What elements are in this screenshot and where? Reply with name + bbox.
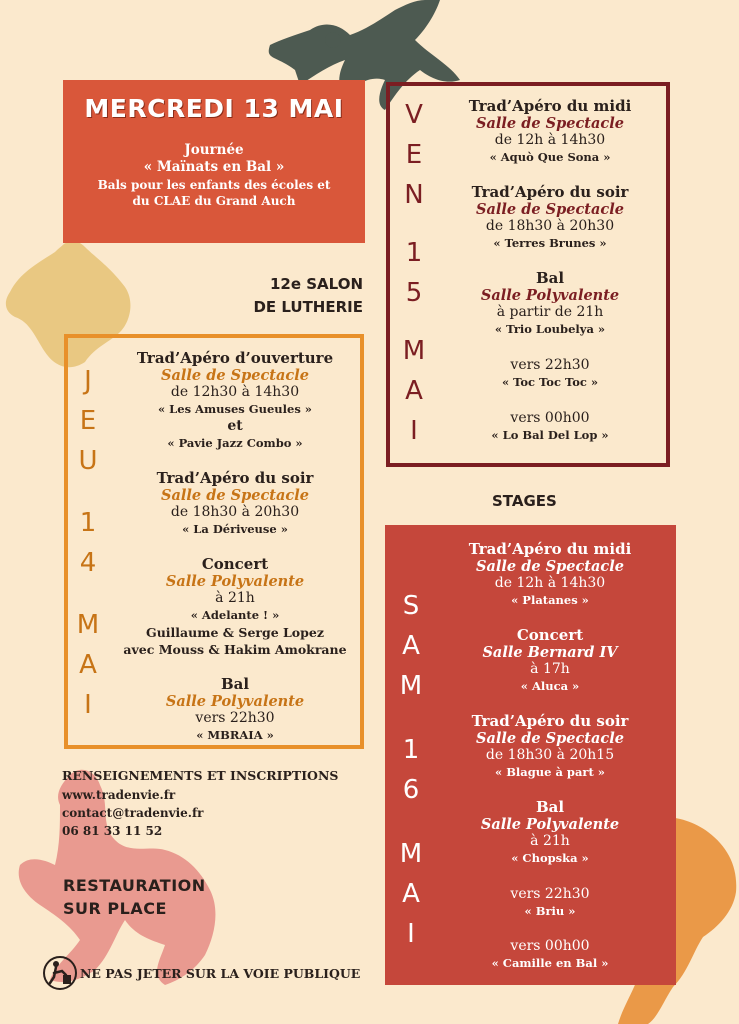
event-time: à 21h: [215, 590, 255, 606]
day-letter: 5: [405, 278, 423, 308]
ven-event-1: [440, 98, 660, 166]
event-time: vers 22h30: [510, 886, 590, 902]
salon-line1: 12e SALON: [269, 275, 363, 293]
day-letter: M: [399, 839, 423, 869]
day-letter: E: [79, 406, 97, 436]
event-artists: Guillaume & Serge Lopez: [146, 625, 324, 640]
day-letter: M: [402, 336, 426, 366]
day-letter: I: [407, 919, 415, 949]
event-time: de 12h à 14h30: [494, 575, 606, 591]
event-group: « Les Amuses Gueules »: [157, 402, 312, 416]
event-time: vers 22h30: [195, 710, 275, 726]
day-letter: 6: [402, 775, 420, 805]
sam-day-letters: [397, 593, 425, 947]
event-et: et: [227, 418, 243, 434]
sam-event-1: [440, 541, 660, 609]
event-group: « Adelante ! »: [190, 608, 280, 622]
jeu-box: [64, 334, 364, 749]
event-group: « Aquò Que Sona »: [489, 150, 611, 164]
day-letter: A: [402, 631, 420, 661]
stages-heading: STAGES: [492, 492, 557, 510]
event-time: vers 22h30: [510, 357, 590, 373]
restauration-line1: RESTAURATION: [63, 876, 206, 895]
info-website-link[interactable]: www.tradenvie.fr: [62, 788, 176, 802]
mercredi-line4: du CLAE du Grand Auch: [132, 194, 296, 208]
event-group: « Platanes »: [511, 593, 589, 607]
event-venue: Salle de Spectacle: [476, 730, 624, 747]
event-venue: Salle Bernard IV: [482, 644, 618, 661]
day-letter: N: [404, 180, 424, 210]
ven-event-3: [440, 270, 660, 338]
ven-event-2: [440, 184, 660, 252]
event-title: Trad’Apéro du midi: [468, 97, 632, 115]
event-time: à 17h: [530, 661, 570, 677]
info-phone: 06 81 33 11 52: [62, 824, 163, 838]
salon-line2: DE LUTHERIE: [253, 298, 363, 316]
event-title: Concert: [516, 626, 584, 644]
event-title: Concert: [201, 555, 269, 573]
event-group: « Camille en Bal »: [491, 956, 609, 970]
event-time: de 18h30 à 20h30: [170, 504, 300, 520]
event-time: à 21h: [530, 833, 570, 849]
jeu-event-1: [110, 350, 360, 452]
event-group: « Aluca »: [520, 679, 580, 693]
sam-event-5: [440, 886, 660, 920]
event-title: Bal: [535, 269, 565, 287]
event-title: Bal: [535, 798, 565, 816]
event-time: vers 00h00: [510, 938, 590, 954]
day-letter: 4: [79, 548, 97, 578]
recycle-bin-icon: [42, 955, 78, 991]
event-group: « Blague à part »: [495, 765, 605, 779]
sam-event-4: [440, 799, 660, 867]
day-letter: E: [405, 140, 423, 170]
event-title: Trad’Apéro du soir: [156, 469, 314, 487]
jeu-day-letters: [74, 368, 102, 718]
event-group: « La Dériveuse »: [182, 522, 288, 536]
day-letter: U: [78, 446, 98, 476]
mercredi-line1: Journée: [184, 142, 244, 158]
jeu-event-3: [110, 556, 360, 658]
event-venue: Salle de Spectacle: [161, 487, 309, 504]
day-letter: M: [399, 671, 423, 701]
event-time: de 12h30 à 14h30: [170, 384, 300, 400]
sam-box: [385, 525, 676, 985]
mercredi-line3: Bals pour les enfants des écoles et: [97, 178, 331, 192]
day-letter: A: [79, 650, 97, 680]
event-venue: Salle de Spectacle: [476, 201, 624, 218]
event-title: Trad’Apéro du midi: [468, 540, 632, 558]
day-letter: S: [402, 591, 420, 621]
event-venue: Salle Polyvalente: [165, 573, 305, 590]
event-time: de 12h à 14h30: [494, 132, 606, 148]
day-letter: 1: [402, 735, 420, 765]
event-time: vers 00h00: [510, 410, 590, 426]
event-title: Trad’Apéro du soir: [471, 183, 629, 201]
ven-event-4: [440, 357, 660, 391]
event-venue: Salle Polyvalente: [480, 816, 620, 833]
day-letter: I: [84, 690, 92, 720]
event-group: « Chopska »: [511, 851, 589, 865]
mercredi-line2: « Maïnats en Bal »: [143, 159, 285, 175]
day-letter: I: [410, 416, 418, 446]
ven-event-5: [440, 410, 660, 444]
event-title: Trad’Apéro d’ouverture: [136, 349, 334, 367]
restauration-line2: SUR PLACE: [63, 899, 167, 918]
event-group: « Pavie Jazz Combo »: [167, 436, 303, 450]
event-title: Bal: [220, 675, 250, 693]
ven-box: [386, 82, 670, 467]
event-group: « Briu »: [524, 904, 576, 918]
sam-event-3: [440, 713, 660, 781]
jeu-event-4: [110, 676, 360, 744]
jeu-event-2: [110, 470, 360, 538]
event-group: « Lo Bal Del Lop »: [491, 428, 609, 442]
day-letter: J: [84, 366, 92, 396]
event-venue: Salle Polyvalente: [480, 287, 620, 304]
event-group: « MBRAIA »: [196, 728, 274, 742]
day-letter: V: [405, 100, 423, 130]
event-group: « Terres Brunes »: [493, 236, 607, 250]
day-letter: M: [76, 610, 100, 640]
sam-event-6: [440, 938, 660, 972]
footer-notice: NE PAS JETER SUR LA VOIE PUBLIQUE: [80, 966, 361, 981]
day-letter: 1: [405, 238, 423, 268]
event-venue: Salle Polyvalente: [165, 693, 305, 710]
event-venue: Salle de Spectacle: [161, 367, 309, 384]
event-time: à partir de 21h: [496, 304, 604, 320]
info-email-link[interactable]: contact@tradenvie.fr: [62, 806, 204, 820]
info-heading: RENSEIGNEMENTS ET INSCRIPTIONS: [62, 768, 339, 783]
ven-day-letters: [400, 102, 428, 444]
event-time: de 18h30 à 20h30: [485, 218, 615, 234]
event-venue: Salle de Spectacle: [476, 115, 624, 132]
sam-event-2: [440, 627, 660, 695]
mercredi-box: [63, 80, 365, 243]
event-artists: avec Mouss & Hakim Amokrane: [123, 642, 347, 657]
day-letter: 1: [79, 508, 97, 538]
event-venue: Salle de Spectacle: [476, 558, 624, 575]
event-group: « Toc Toc Toc »: [501, 375, 599, 389]
event-group: « Trio Loubelya »: [494, 322, 606, 336]
day-letter: A: [402, 879, 420, 909]
event-title: Trad’Apéro du soir: [471, 712, 629, 730]
mercredi-title: MERCREDI 13 MAI: [84, 94, 344, 123]
day-letter: A: [405, 376, 423, 406]
event-time: de 18h30 à 20h15: [485, 747, 615, 763]
